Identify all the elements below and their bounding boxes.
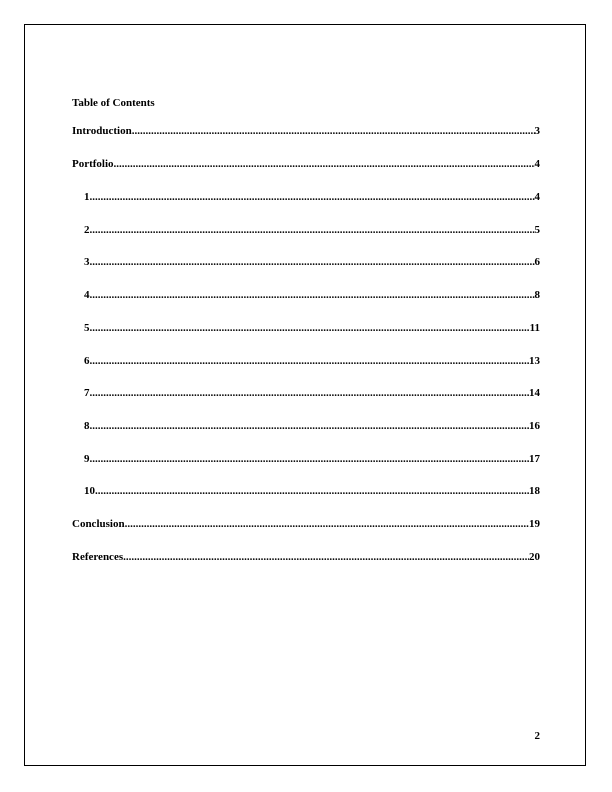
toc-entry-references[interactable] [72, 550, 540, 564]
dot-leader [132, 124, 535, 138]
dot-leader [90, 288, 535, 302]
dot-leader [90, 190, 535, 204]
toc-entry-page: 11 [529, 322, 540, 334]
toc-entry-conclusion[interactable] [72, 517, 540, 531]
toc-title: Table of Contents [72, 97, 155, 109]
toc-entry-page: 8 [534, 289, 540, 301]
toc-entry-label: 1 [84, 191, 90, 203]
toc-entry-page: 16 [529, 420, 540, 432]
toc-entry-label: 2 [84, 224, 90, 236]
toc-entry-9[interactable] [84, 452, 540, 466]
dot-leader [90, 223, 535, 237]
toc-entry-page: 5 [534, 224, 540, 236]
toc-entry-label: References [72, 551, 124, 563]
toc-entry-label: 4 [84, 289, 90, 301]
dot-leader [90, 452, 530, 466]
toc-entry-page: 20 [529, 551, 540, 563]
dot-leader [125, 517, 529, 531]
toc-entry-label: Conclusion [72, 518, 125, 530]
toc-entry-page: 6 [534, 256, 540, 268]
dot-leader [114, 157, 535, 171]
toc-entry-page: 4 [534, 191, 540, 203]
toc-entry-page: 18 [529, 485, 540, 497]
toc-entry-5[interactable] [84, 321, 540, 335]
toc-entry-page: 4 [534, 158, 540, 170]
toc-entry-page: 3 [534, 125, 540, 137]
toc-entry-page: 17 [529, 453, 540, 465]
toc-entry-page: 13 [529, 355, 540, 367]
dot-leader [90, 255, 535, 269]
dot-leader [90, 321, 530, 335]
toc-entry-4[interactable] [84, 288, 540, 302]
dot-leader [90, 354, 530, 368]
toc-entry-page: 19 [529, 518, 540, 530]
dot-leader [95, 484, 529, 498]
toc-entry-7[interactable] [84, 386, 540, 400]
toc-entry-label: 10 [84, 485, 95, 497]
toc-entry-label: 9 [84, 453, 90, 465]
toc-entry-portfolio[interactable] [72, 157, 540, 171]
toc-entry-label: Introduction [72, 125, 132, 137]
dot-leader [90, 419, 530, 433]
toc-entry-6[interactable] [84, 354, 540, 368]
toc-entry-2[interactable] [84, 223, 540, 237]
toc-entry-label: 7 [84, 387, 90, 399]
toc-entry-8[interactable] [84, 419, 540, 433]
toc-entry-label: 6 [84, 355, 90, 367]
toc-entry-label: 8 [84, 420, 90, 432]
toc-entry-label: 3 [84, 256, 90, 268]
toc-entry-page: 14 [529, 387, 540, 399]
toc-entry-1[interactable] [84, 190, 540, 204]
toc-entry-introduction[interactable] [72, 124, 540, 138]
page-number: 2 [534, 730, 540, 742]
toc-entry-3[interactable] [84, 255, 540, 269]
toc-entry-10[interactable] [84, 484, 540, 498]
toc-entry-label: Portfolio [72, 158, 114, 170]
dot-leader [90, 386, 530, 400]
toc-entry-label: 5 [84, 322, 90, 334]
dot-leader [123, 550, 529, 564]
